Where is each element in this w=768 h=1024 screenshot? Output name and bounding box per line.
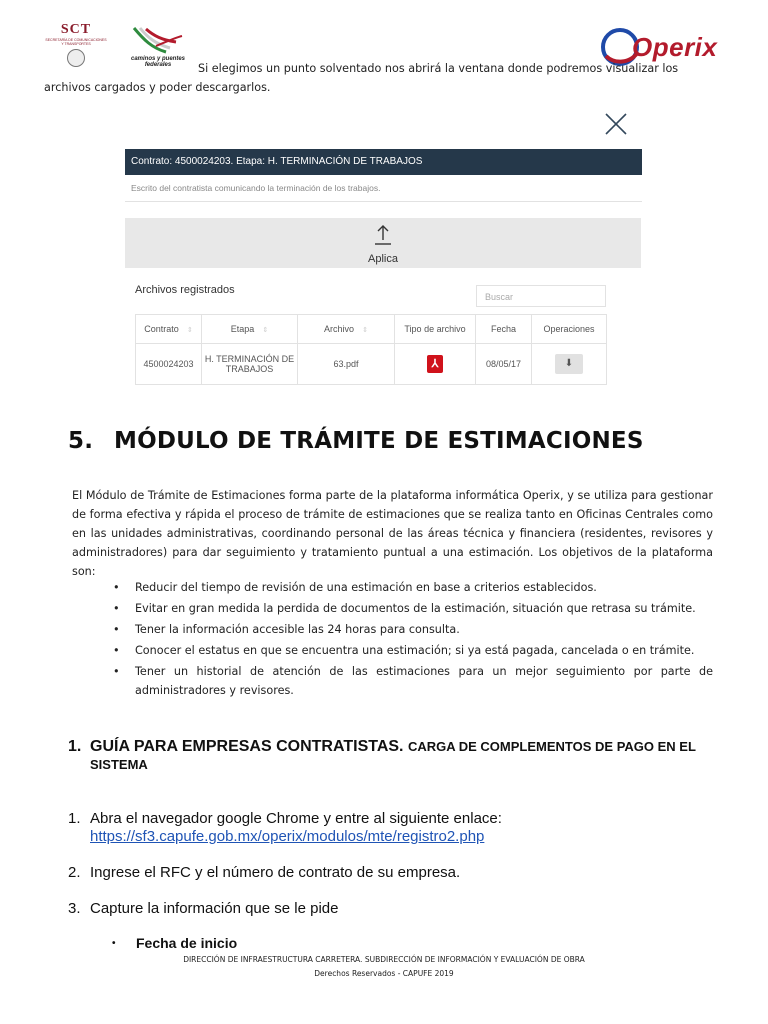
- column-header-tipo[interactable]: Tipo de archivo: [395, 315, 476, 344]
- column-header-fecha[interactable]: Fecha: [476, 315, 532, 344]
- cell-tipo: [395, 344, 476, 385]
- column-header-contrato[interactable]: Contrato ⇕: [136, 315, 202, 344]
- guide-number: 1.: [68, 738, 82, 755]
- table-row: [136, 344, 607, 385]
- upload-arrow-icon: [373, 224, 393, 246]
- download-button[interactable]: ⬇: [555, 354, 583, 374]
- capufe-logo-text: caminos y puentes federales: [130, 56, 186, 68]
- section-title: MÓDULO DE TRÁMITE DE ESTIMACIONES: [114, 428, 644, 454]
- guide-heading: [68, 738, 708, 774]
- intro-text: [44, 59, 734, 97]
- intro-line-2: archivos cargados y poder descargarlos.: [44, 81, 271, 94]
- modal-title: Contrato: 4500024203. Etapa: H. TERMINACIÓN DE TRABAJOS: [125, 149, 642, 175]
- column-header-operaciones: Operaciones: [532, 315, 607, 344]
- upload-button[interactable]: [125, 218, 641, 268]
- step-number: 2.: [68, 864, 81, 881]
- sub-bullet-item: [112, 935, 237, 951]
- step-3: [68, 900, 708, 918]
- list-item: • Conocer el estatus en que se encuentra una estimación; si ya está pagada, cancelada o en trámite.: [113, 641, 713, 660]
- pdf-icon: ⅄: [427, 355, 443, 373]
- cell-fecha: 08/05/17: [476, 344, 532, 385]
- capufe-emblem-icon: [126, 26, 190, 56]
- sort-icon: ⇕: [362, 327, 368, 334]
- step-text: Abra el navegador google Chrome y entre al siguiente enlace:: [90, 810, 502, 827]
- step-2: [68, 864, 708, 882]
- guide-title-big: GUÍA PARA EMPRESAS CONTRATISTAS.: [90, 738, 404, 755]
- sort-icon: ⇕: [262, 327, 269, 334]
- column-header-archivo[interactable]: Archivo ⇕: [298, 315, 395, 344]
- table-header-row: [136, 315, 607, 344]
- cell-contrato: 4500024203: [136, 344, 202, 385]
- bullet-icon: •: [112, 938, 116, 949]
- sct-logo-subtext: SECRETARÍA DE COMUNICACIONES Y TRANSPORTES: [45, 38, 107, 46]
- footer: [0, 953, 768, 981]
- upload-label: Aplica: [368, 253, 398, 265]
- archivos-title: Archivos registrados: [135, 284, 235, 296]
- section-number: 5.: [68, 428, 94, 454]
- list-item: • Reducir del tiempo de revisión de una estimación en base a criterios establecidos.: [113, 578, 713, 597]
- step-text: Capture la información que se le pide: [90, 900, 339, 917]
- step-text: Ingrese el RFC y el número de contrato de su empresa.: [90, 864, 461, 881]
- cell-archivo: 63.pdf: [298, 344, 395, 385]
- sub-bullet-text: Fecha de inicio: [136, 935, 238, 951]
- close-icon[interactable]: [604, 112, 628, 136]
- step-number: 1.: [68, 810, 81, 827]
- intro-line-1: Si elegimos un punto solventado nos abrirá la ventana donde podremos visualizar los: [198, 62, 679, 75]
- column-header-etapa[interactable]: Etapa ⇕: [202, 315, 298, 344]
- step-1: [68, 810, 708, 846]
- list-item: • Tener un historial de atención de las estimaciones para un mejor seguimiento por parte de administradores y revisores.: [113, 662, 713, 700]
- operix-logo-text: Operix: [632, 32, 718, 62]
- registro-link[interactable]: https://sf3.capufe.gob.mx/operix/modulos/mte/registro2.php: [90, 828, 485, 845]
- list-item: • Evitar en gran medida la perdida de documentos de la estimación, situación que retrasa su trámite.: [113, 599, 713, 618]
- section-heading: [68, 428, 644, 454]
- objectives-list: [113, 578, 713, 702]
- cell-etapa: H. TERMINACIÓN DE TRABAJOS: [202, 344, 298, 385]
- modal-description: Escrito del contratista comunicando la terminación de los trabajos.: [125, 176, 642, 202]
- guide-title-small: CARGA DE COMPLEMENTOS DE PAGO EN EL SISTEMA: [90, 739, 696, 772]
- section-paragraph: El Módulo de Trámite de Estimaciones forma parte de la plataforma informática Operix, y se utiliza para gestionar de forma efectiva y rápida el proceso de trámite de estimaciones que se realiza tanto en Oficinas Centrales como en las unidades administrativas, coordinando personal de las áreas técnica y financiera (residentes, revisores y administradores) para dar seguimiento y tratamiento puntual a una estimación. Los objetivos de la plataforma son:: [72, 489, 713, 578]
- footer-line-2: Derechos Reservados - CAPUFE 2019: [314, 969, 454, 978]
- cell-operaciones: [532, 344, 607, 385]
- footer-line-1: DIRECCIÓN DE INFRAESTRUCTURA CARRETERA. SUBDIRECCIÓN DE INFORMACIÓN Y EVALUACIÓN DE OBRA: [183, 955, 585, 964]
- files-table: [135, 314, 607, 385]
- list-item: • Tener la información accesible las 24 horas para consulta.: [113, 620, 713, 639]
- search-input[interactable]: Buscar: [476, 285, 606, 307]
- sort-icon: ⇕: [186, 327, 193, 334]
- sct-logo-text: SCT: [60, 22, 92, 37]
- step-number: 3.: [68, 900, 81, 917]
